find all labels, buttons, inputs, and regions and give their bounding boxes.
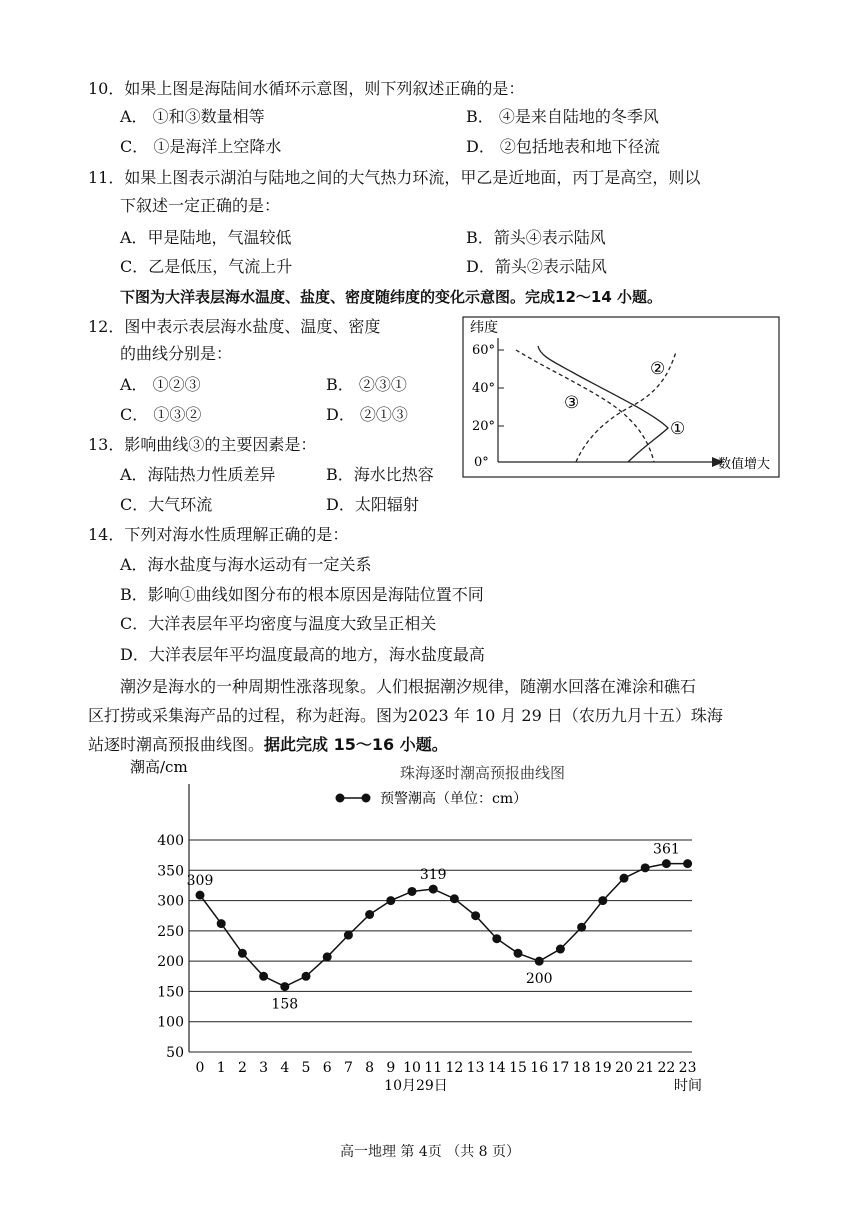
- x-tick-label: 20: [615, 1060, 633, 1076]
- lat-tick-20: 20°: [472, 419, 496, 434]
- q10-option-c: C． ①是海洋上空降水: [120, 137, 282, 156]
- y-tick-label: 250: [157, 923, 184, 940]
- q11-option-d: D．箭头②表示陆风: [466, 257, 607, 276]
- lat-tick-60: 60°: [472, 343, 496, 358]
- chart-y-ticks: [157, 833, 184, 1061]
- data-point: [344, 931, 353, 940]
- x-tick-label: 1: [216, 1060, 226, 1076]
- intro-15-line3: [88, 734, 448, 756]
- y-tick-label: 200: [157, 954, 184, 971]
- y-tick-label: 100: [157, 1014, 184, 1031]
- x-tick-label: 9: [386, 1060, 396, 1076]
- q10-option-d: D． ②包括地表和地下径流: [466, 137, 660, 156]
- x-tick-label: 23: [678, 1060, 697, 1076]
- x-tick-label: 2: [237, 1060, 247, 1076]
- data-point: [577, 923, 586, 932]
- q13-option-b: B．海水比热容: [326, 465, 434, 484]
- q12-option-a: A． ①②③: [120, 375, 201, 394]
- x-tick-label: 4: [280, 1060, 290, 1076]
- curve-label-3: ③: [564, 393, 580, 413]
- legend-marker-left: [336, 794, 345, 803]
- data-point: [386, 896, 395, 905]
- q11-stem-line2: 下叙述一定正确的是：: [120, 196, 281, 215]
- data-point: [238, 949, 247, 958]
- chart-xlabel: 时间: [674, 1078, 702, 1094]
- data-point: [365, 910, 374, 919]
- page-footer: 高一地理 第 4页 （共 8 页）: [339, 1144, 521, 1160]
- y-tick-label: 400: [157, 833, 184, 849]
- chart-title: 珠海逐时潮高预报曲线图: [400, 764, 566, 782]
- q12-option-b: B． ②③①: [326, 375, 407, 394]
- figure-border: [463, 317, 779, 477]
- data-point: [302, 972, 311, 981]
- q13-option-a: A．海陆热力性质差异: [120, 465, 276, 484]
- data-point: [323, 952, 332, 961]
- x-tick-label: 17: [551, 1060, 570, 1076]
- intro-15-line3-bold: 据此完成 15～16 小题。: [264, 735, 448, 754]
- x-tick-label: 12: [445, 1060, 464, 1076]
- x-tick-label: 11: [424, 1060, 443, 1076]
- data-point: [641, 863, 650, 872]
- curve-label-1: ①: [670, 419, 686, 439]
- x-tick-label: 14: [487, 1060, 506, 1076]
- legend-marker-right: [362, 794, 371, 803]
- chart-legend: 预警潮高（单位：cm）: [380, 791, 528, 807]
- x-tick-label: 21: [636, 1060, 655, 1076]
- x-tick-label: 22: [657, 1060, 676, 1076]
- q12-option-c: C． ①③②: [120, 405, 202, 424]
- data-point: [408, 887, 417, 896]
- data-point: [450, 894, 459, 903]
- q10-option-a: A． ①和③数量相等: [120, 107, 265, 126]
- y-tick-label: 150: [157, 984, 184, 1001]
- q14-option-c: C．大洋表层年平均密度与温度大致呈正相关: [120, 614, 437, 633]
- q11-stem-line1: 11．如果上图表示湖泊与陆地之间的大气热力环流，甲乙是近地面，丙丁是高空，则以: [88, 168, 701, 187]
- data-point: [535, 957, 544, 966]
- x-tick-label: 16: [530, 1060, 549, 1076]
- q10-stem: 10．如果上图是海陆间水循环示意图，则下列叙述正确的是：: [88, 79, 525, 98]
- intro-15-line3-text: 站逐时潮高预报曲线图。: [88, 735, 265, 754]
- q12-stem-line2: 的曲线分别是：: [120, 344, 233, 363]
- data-label: 361: [653, 841, 680, 858]
- x-tick-label: 13: [466, 1060, 485, 1076]
- q12-stem-line1: 12．图中表示表层海水盐度、温度、密度: [88, 317, 381, 336]
- x-tick-label: 0: [195, 1060, 205, 1076]
- q11-option-c: C．乙是低压，气流上升: [120, 257, 293, 276]
- data-point: [662, 859, 671, 868]
- x-tick-label: 19: [593, 1060, 612, 1076]
- curve-label-2: ②: [650, 359, 666, 379]
- lat-tick-40: 40°: [472, 381, 496, 396]
- q14-option-a: A．海水盐度与海水运动有一定关系: [120, 555, 372, 574]
- lat-ylabel: 纬度: [470, 320, 498, 336]
- y-tick-label: 300: [157, 893, 184, 910]
- data-point: [280, 982, 289, 991]
- curve-3: [516, 350, 654, 462]
- x-tick-label: 8: [365, 1060, 375, 1076]
- q13-option-c: C．大气环流: [120, 495, 213, 514]
- latitude-figure: [462, 316, 782, 480]
- x-tick-label: 5: [301, 1060, 311, 1076]
- data-point: [471, 911, 480, 920]
- data-point: [492, 934, 501, 943]
- q12-option-d: D． ②①③: [326, 405, 408, 424]
- y-tick-label: 350: [157, 863, 184, 880]
- data-point: [620, 874, 629, 883]
- chart-date-label: 10月29日: [384, 1078, 448, 1094]
- tide-chart: [100, 756, 730, 1102]
- data-point: [259, 972, 268, 981]
- q13-stem: 13．影响曲线③的主要因素是：: [88, 435, 317, 454]
- data-point: [217, 919, 226, 928]
- x-tick-label: 10: [403, 1060, 421, 1076]
- q11-option-b: B．箭头④表示陆风: [466, 228, 606, 247]
- lat-xlabel: 数值增大: [718, 457, 771, 472]
- intro-12-14: 下图为大洋表层海水温度、盐度、密度随纬度的变化示意图。完成12～14 小题。: [120, 288, 662, 306]
- y-tick-label: 50: [166, 1045, 184, 1061]
- x-tick-label: 3: [259, 1060, 269, 1076]
- data-point: [514, 949, 523, 958]
- data-label: 319: [419, 867, 447, 884]
- data-point: [429, 885, 438, 894]
- q14-option-d: D．大洋表层年平均温度最高的地方，海水盐度最高: [120, 645, 485, 664]
- q11-option-a: A．甲是陆地，气温较低: [120, 228, 292, 247]
- x-tick-label: 15: [509, 1060, 527, 1076]
- data-point: [556, 945, 565, 954]
- data-point: [196, 891, 205, 900]
- x-tick-label: 7: [343, 1060, 353, 1076]
- data-label: 200: [525, 971, 553, 988]
- chart-x-ticks: [196, 1060, 697, 1076]
- q14-stem: 14．下列对海水性质理解正确的是：: [88, 525, 349, 544]
- data-labels: [187, 842, 680, 1013]
- data-point: [598, 896, 607, 905]
- data-label: 309: [186, 873, 214, 890]
- x-tick-label: 18: [572, 1060, 591, 1076]
- data-point: [683, 859, 692, 868]
- x-tick-label: 6: [322, 1060, 332, 1076]
- chart-ylabel: 潮高/cm: [130, 758, 188, 776]
- data-label: 158: [271, 996, 299, 1013]
- lat-tick-0: 0°: [474, 455, 489, 470]
- intro-15-line1: 潮汐是海水的一种周期性涨落现象。人们根据潮汐规律，随潮水回落在滩涂和礁石: [120, 677, 697, 696]
- q13-option-d: D．太阳辐射: [326, 495, 419, 514]
- intro-15-line2: 区打捞或采集海产品的过程，称为赶海。图为2023 年 10 月 29 日（农历九月十五）珠海: [88, 706, 723, 725]
- q14-option-b: B．影响①曲线如图分布的根本原因是海陆位置不同: [120, 585, 484, 604]
- q10-option-b: B． ④是来自陆地的冬季风: [466, 107, 659, 126]
